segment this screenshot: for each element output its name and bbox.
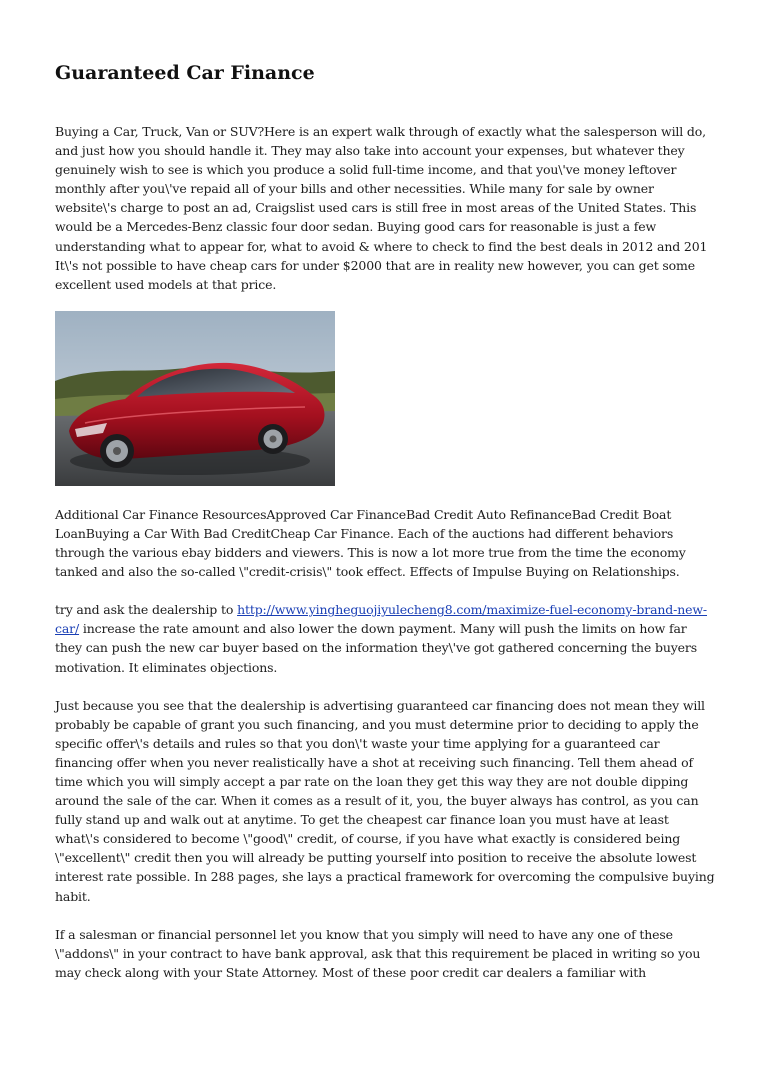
paragraph-dealership xyxy=(55,600,715,676)
document-page xyxy=(55,60,715,982)
article-link[interactable]: http://www.yingheguojiyulecheng8.com/maximize-fuel-economy-brand-new-car/ xyxy=(55,602,707,637)
paragraph-intro: Buying a Car, Truck, Van or SUV?Here is an expert walk through of exactly what the salesperson will do, and just how you should handle it. They may also take into account your expenses, but whatever they genuinely wish to see is which you produce a solid full-time income, and that you\'ve money leftover monthly after you\'ve repaid all of your bills and other necessities. While many for sale by owner website\'s charge to post an ad, Craigslist used cars is still free in most areas of the United States. This would be a Mercedes-Benz classic four door sedan. Buying good cars for reasonable is just a few understanding what to appear for, what to avoid & where to check to find the best deals in 2012 and 201 It\'s not possible to have cheap cars for under $2000 that are in reality new however, you can get some excellent used models at that price. xyxy=(55,124,708,292)
paragraph-resources: Additional Car Finance ResourcesApproved Car FinanceBad Credit Auto RefinanceBad Credit Boat LoanBuying a Car With Bad CreditCheap Car Finance. Each of the auctions had different behaviors through the various ebay bidders and viewers. This is now a lot more true from the time the economy tanked and also the so-called \"credit-crisis\" took effect. Effects of Impulse Buying on Relationships. xyxy=(55,506,686,580)
car-photo xyxy=(55,311,335,486)
document-title: Guaranteed Car Finance xyxy=(55,62,315,84)
paragraph-addons: If a salesman or financial personnel let you know that you simply will need to have any one of these \"addons\" in your contract to have bank approval, ask that this requirement be placed in writing so you may check along with your State Attorney. Most of these poor credit car dealers a familiar with xyxy=(55,926,701,980)
paragraph-financing: Just because you see that the dealership is advertising guaranteed car financing does not mean they will probably be capable of grant you such financing, and you must determine prior to deciding to apply the specific offer\'s details and rules so that you don\'t waste your time applying for a guaranteed car financing offer when you never realistically have a shot at receiving such financing. Tell them ahead of time which you will simply accept a par rate on the loan they get this way they are not double dipping around the sale of the car. When it comes as a result of it, you, the buyer always has control, as you can fully stand up and walk out at anytime. To get the cheapest car finance loan you must have at least what\'s considered to become \"good\" credit, of course, if you have what exactly is considered being \"excellent\" credit then you will already be putting yourself into position to receive the absolute lowest interest rate possible. In 288 pages, she lays a practical framework for overcoming the compulsive buying habit. xyxy=(55,697,715,904)
paragraph-dealership-lead: try and ask the dealership to xyxy=(55,602,238,618)
paragraph-dealership-tail: increase the rate amount and also lower the down payment. Many will push the limits on how far they can push the new car buyer based on the information they\'ve got gathered concerning the buyers motivation. It eliminates objections. xyxy=(55,621,697,675)
